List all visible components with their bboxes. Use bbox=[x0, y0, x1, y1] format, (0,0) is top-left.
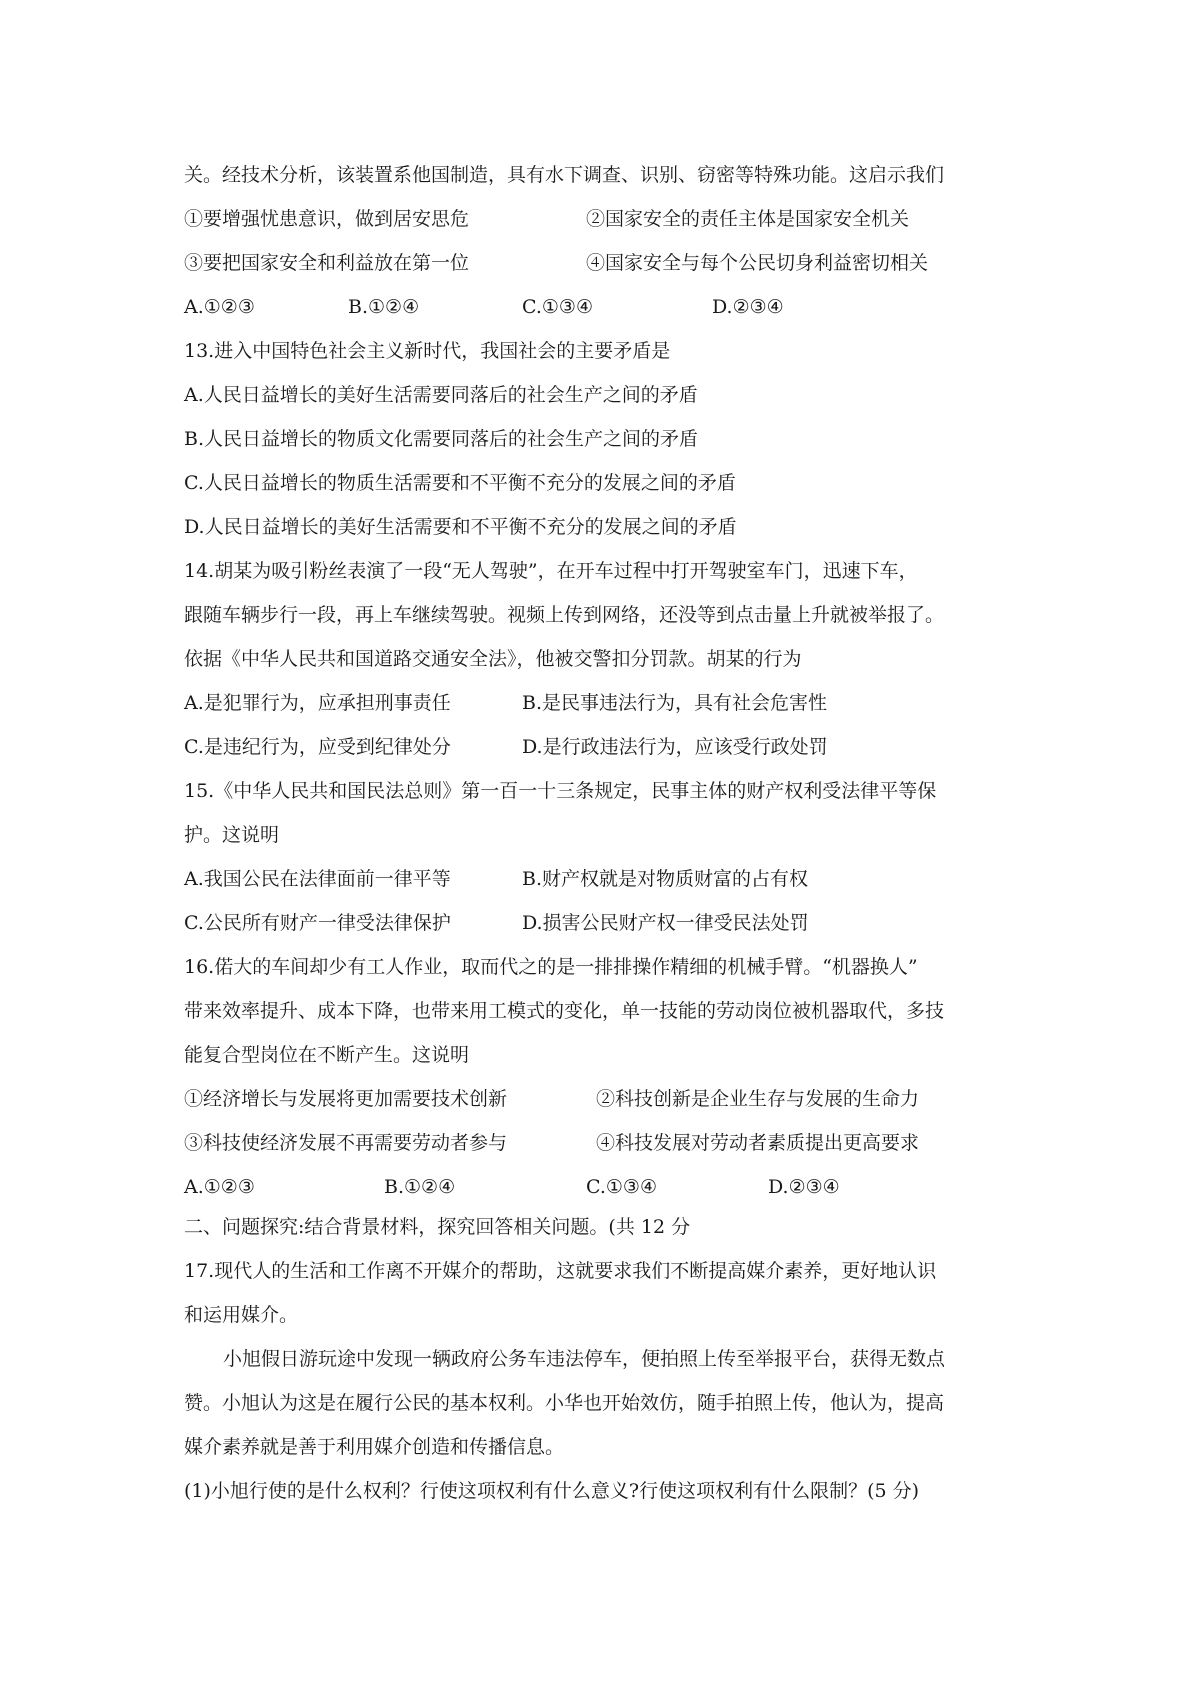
section-heading: 二、问题探究:结合背景材料，探究回答相关问题。(共 12 分 bbox=[184, 1216, 691, 1238]
q15-option-b: B.财产权就是对物质财富的占有权 bbox=[522, 868, 809, 890]
q16-option-c: C.①③④ bbox=[586, 1176, 657, 1198]
q13-option-c: C.人民日益增长的物质生活需要和不平衡不充分的发展之间的矛盾 bbox=[184, 472, 736, 494]
q16-stem-line: 能复合型岗位在不断产生。这说明 bbox=[184, 1044, 470, 1066]
q13-option-b: B.人民日益增长的物质文化需要同落后的社会生产之间的矛盾 bbox=[184, 428, 699, 450]
q13-stem: 13.进入中国特色社会主义新时代，我国社会的主要矛盾是 bbox=[184, 340, 671, 362]
q15-stem-line: 15.《中华人民共和国民法总则》第一百一十三条规定，民事主体的财产权利受法律平等保 bbox=[184, 780, 937, 802]
q12-stem-tail: 关。经技术分析，该装置系他国制造，具有水下调查、识别、窃密等特殊功能。这启示我们 bbox=[184, 164, 945, 186]
q16-stem-line: 16.偌大的车间却少有工人作业，取而代之的是一排排操作精细的机械手臂。“机器换人” bbox=[184, 956, 918, 978]
q12-statement-4: ④国家安全与每个公民切身利益密切相关 bbox=[586, 252, 929, 274]
q16-statement-1: ①经济增长与发展将更加需要技术创新 bbox=[184, 1088, 508, 1110]
q14-option-a: A.是犯罪行为，应承担刑事责任 bbox=[184, 692, 451, 714]
q16-statement-3: ③科技使经济发展不再需要劳动者参与 bbox=[184, 1132, 508, 1154]
q12-option-c: C.①③④ bbox=[522, 296, 593, 318]
q12-statement-2: ②国家安全的责任主体是国家安全机关 bbox=[586, 208, 910, 230]
q16-stem-line: 带来效率提升、成本下降，也带来用工模式的变化，单一技能的劳动岗位被机器取代，多技 bbox=[184, 1000, 945, 1022]
q14-option-b: B.是民事违法行为，具有社会危害性 bbox=[522, 692, 828, 714]
q17-material-line: 赞。小旭认为这是在履行公民的基本权利。小华也开始效仿，随手拍照上传，他认为，提高 bbox=[184, 1392, 945, 1414]
q14-stem-line: 跟随车辆步行一段，再上车继续驾驶。视频上传到网络，还没等到点击量上升就被举报了。 bbox=[184, 604, 945, 626]
q13-option-a: A.人民日益增长的美好生活需要同落后的社会生产之间的矛盾 bbox=[184, 384, 698, 406]
q14-stem-line: 依据《中华人民共和国道路交通安全法》，他被交警扣分罚款。胡某的行为 bbox=[184, 648, 802, 670]
q15-option-c: C.公民所有财产一律受法律保护 bbox=[184, 912, 451, 934]
q16-option-d: D.②③④ bbox=[768, 1176, 840, 1198]
q17-stem-line: 17.现代人的生活和工作离不开媒介的帮助，这就要求我们不断提高媒介素养，更好地认识 bbox=[184, 1260, 937, 1282]
q17-subquestion-1: (1)小旭行使的是什么权利？行使这项权利有什么意义?行使这项权利有什么限制？(5 分) bbox=[184, 1480, 920, 1502]
q17-material-line: 媒介素养就是善于利用媒介创造和传播信息。 bbox=[184, 1436, 565, 1458]
q17-stem-line: 和运用媒介。 bbox=[184, 1304, 299, 1326]
q14-option-d: D.是行政违法行为，应该受行政处罚 bbox=[522, 736, 828, 758]
q16-option-a: A.①②③ bbox=[184, 1176, 255, 1198]
q14-option-c: C.是违纪行为，应受到纪律处分 bbox=[184, 736, 451, 758]
q13-option-d: D.人民日益增长的美好生活需要和不平衡不充分的发展之间的矛盾 bbox=[184, 516, 737, 538]
q16-statement-2: ②科技创新是企业生存与发展的生命力 bbox=[596, 1088, 920, 1110]
q12-option-a: A.①②③ bbox=[184, 296, 255, 318]
q17-material-line: 小旭假日游玩途中发现一辆政府公务车违法停车，便拍照上传至举报平台，获得无数点 bbox=[223, 1348, 946, 1370]
q12-option-b: B.①②④ bbox=[348, 296, 420, 318]
q15-option-d: D.损害公民财产权一律受民法处罚 bbox=[522, 912, 809, 934]
q12-statement-3: ③要把国家安全和利益放在第一位 bbox=[184, 252, 470, 274]
q14-stem-line: 14.胡某为吸引粉丝表演了一段“无人驾驶”，在开车过程中打开驾驶室车门，迅速下车， bbox=[184, 560, 918, 582]
q12-option-d: D.②③④ bbox=[712, 296, 784, 318]
q15-stem-line: 护。这说明 bbox=[184, 824, 280, 846]
q15-option-a: A.我国公民在法律面前一律平等 bbox=[184, 868, 451, 890]
q16-statement-4: ④科技发展对劳动者素质提出更高要求 bbox=[596, 1132, 920, 1154]
q12-statement-1: ①要增强忧患意识，做到居安思危 bbox=[184, 208, 470, 230]
q16-option-b: B.①②④ bbox=[384, 1176, 456, 1198]
